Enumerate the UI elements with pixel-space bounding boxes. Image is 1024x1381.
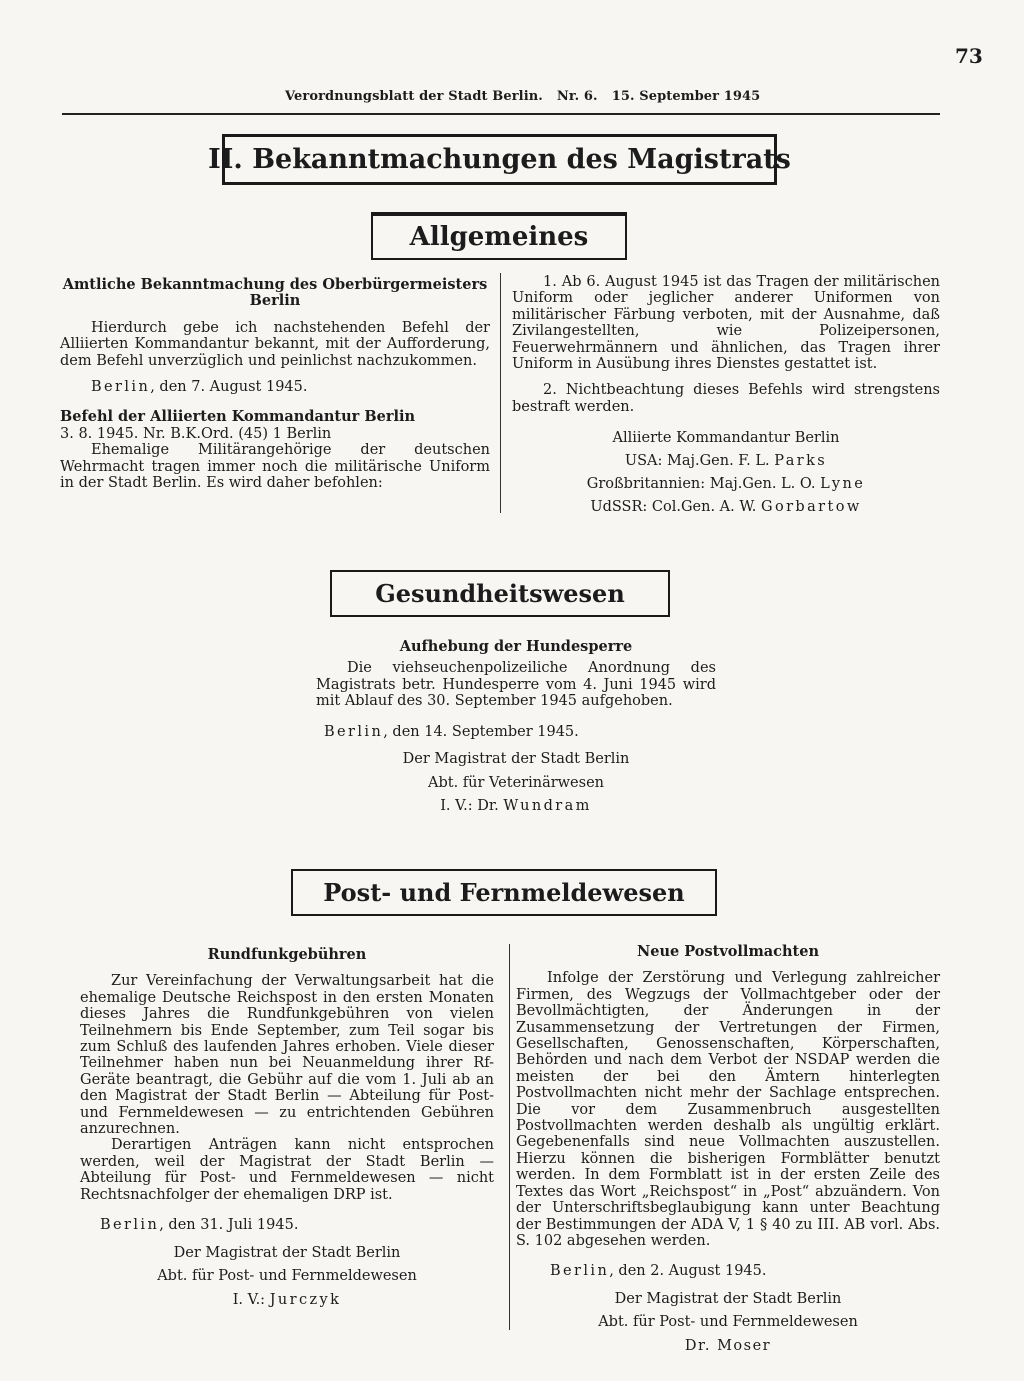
- signature-ussr-label: UdSSR: Col.Gen. A. W.: [590, 499, 761, 516]
- allgemeines-right-column: [512, 274, 940, 519]
- page-number: 73: [955, 44, 983, 68]
- sig-label: I. V.:: [232, 1291, 270, 1308]
- section-heading-allgemeines: Allgemeines: [371, 212, 627, 260]
- rundfunk-para-2: Derartigen Anträgen kann nicht entsprochen werden, weil der Magistrat der Stadt Berlin — Abteilung für Post- und Fernmeldewesen — nicht Rechtsnachfolger der ehemaligen DRP ist.: [80, 1137, 494, 1203]
- rundfunk-sig-1: Der Magistrat der Stadt Berlin: [173, 1244, 401, 1261]
- signature-gb: [512, 473, 940, 496]
- date-rest: , den 7. August 1945.: [150, 379, 308, 396]
- gesundheitswesen-block: [316, 639, 716, 819]
- running-head-issue: Nr. 6.: [556, 89, 598, 104]
- hundesperre-sig-2: Abt. für Veterinärwesen: [427, 774, 604, 791]
- postvollmachten-sig-1: Der Magistrat der Stadt Berlin: [614, 1290, 842, 1307]
- rundfunk-sig-3: [80, 1289, 494, 1313]
- postvollmachten-sig-2: Abt. für Post- und Fernmeldewesen: [598, 1314, 858, 1331]
- announcement-title: Amtliche Bekanntmachung des Oberbürgermeisters: [62, 276, 488, 293]
- allgemeines-left-column: [60, 277, 490, 491]
- header-rule: [62, 113, 940, 115]
- hundesperre-title: Aufhebung der Hundesperre: [399, 638, 633, 655]
- signature-ussr-name: Gorbartow: [760, 499, 862, 516]
- signature-usa-label: USA: Maj.Gen. F. L.: [624, 453, 775, 470]
- announcement-text: Hierdurch gebe ich nachstehenden Befehl der Alliierten Kommandantur bekannt, mit der Aufforderung, dem Befehl unverzüglich und peinlichst nachzukommen.: [60, 319, 490, 369]
- rundfunk-date: [80, 1217, 494, 1233]
- order-point-1: 1. Ab 6. August 1945 ist das Tragen der militärischen Uniform oder jeglicher anderer Uniformen von militärischer Färbung verboten, mit der Ausnahme, daß Zivilangestellten, wie Polizeipersonen, Feuerwehrmännern und ähnlichen, das Tragen ihrer Uniform in Ausübung ihres Dienstes gestattet ist.: [512, 274, 940, 373]
- order-point-2: 2. Nichtbeachtung dieses Befehls wird strengstens bestraft werden.: [512, 382, 940, 415]
- date-rest: , den 14. September 1945.: [383, 723, 579, 740]
- order-reference: 3. 8. 1945. Nr. B.K.Ord. (45) 1 Berlin: [60, 425, 332, 442]
- hundesperre-sig-1: Der Magistrat der Stadt Berlin: [402, 751, 630, 768]
- running-head-publication: Verordnungsblatt der Stadt Berlin.: [285, 89, 543, 104]
- postvollmachten-title: Neue Postvollmachten: [636, 943, 820, 960]
- signature-org: Alliierte Kommandantur Berlin: [612, 430, 840, 447]
- postvollmachten-sig-3: Dr. Moser: [684, 1337, 772, 1354]
- running-head: [285, 89, 774, 104]
- announcement-title-line2: Berlin: [249, 292, 301, 310]
- signature-gb-name: Lyne: [820, 476, 866, 493]
- signature-gb-label: Großbritannien: Maj.Gen. L. O.: [586, 476, 821, 493]
- signature-usa: [512, 450, 940, 473]
- postvollmachten-date: [516, 1263, 940, 1279]
- signature-ussr: [512, 496, 940, 519]
- signature-usa-name: Parks: [774, 453, 828, 470]
- date-place: Berlin: [100, 1217, 160, 1234]
- section-heading-post: Post- und Fernmeldewesen: [291, 869, 717, 916]
- announcement-date: [60, 379, 490, 395]
- date-place: Berlin: [324, 723, 384, 740]
- date-place: Berlin: [91, 379, 151, 396]
- hundesperre-sig-3: [316, 795, 716, 819]
- sig-name: Jurczyk: [269, 1291, 342, 1308]
- sig-name: Wundram: [503, 798, 592, 815]
- sig-label: I. V.: Dr.: [440, 798, 504, 815]
- section-heading-gesundheitswesen: Gesundheitswesen: [330, 570, 670, 617]
- hundesperre-date: [316, 724, 716, 740]
- running-head-date: 15. September 1945: [611, 89, 761, 104]
- post-left-column: [80, 947, 494, 1312]
- rundfunk-title: Rundfunkgebühren: [207, 946, 367, 963]
- rundfunk-para-1: Zur Vereinfachung der Verwaltungsarbeit hat die ehemalige Deutsche Reichspost in den ersten Monaten dieses Jahres die Rundfunkgebühren von vielen Teilnehmern bis Ende September, zum Teil sogar bis zum Schluß des laufenden Jahres erhoben. Viele dieser Teilnehmer haben nun bei Neuanmeldung ihrer Rf-Geräte beantragt, die Gebühr auf die vom 1. Juli ab an den Magistrat der Stadt Berlin — Abteilung für Post- und Fernmeldewesen — zu entrichtenden Gebühren anzurechnen.: [80, 973, 494, 1138]
- date-rest: , den 31. Juli 1945.: [159, 1217, 299, 1234]
- column-divider: [500, 273, 501, 513]
- post-right-column: [516, 944, 940, 1358]
- date-rest: , den 2. August 1945.: [609, 1263, 767, 1280]
- date-place: Berlin: [550, 1263, 610, 1280]
- order-title: Befehl der Alliierten Kommandantur Berlin: [60, 408, 416, 426]
- main-heading: II. Bekanntmachungen des Magistrats: [222, 134, 777, 185]
- hundesperre-text: Die viehseuchenpolizeiliche Anordnung des Magistrats betr. Hundesperre vom 4. Juni 1945 wird mit Ablauf des 30. September 1945 aufgehoben.: [316, 660, 716, 710]
- rundfunk-sig-2: Abt. für Post- und Fernmeldewesen: [157, 1268, 417, 1284]
- postvollmachten-para: Infolge der Zerstörung und Verlegung zahlreicher Firmen, des Wegzugs der Vollmachtgeber oder der Bevollmächtigten, der Änderungen in der Zusammensetzung der Vertretungen der Firmen, Gesellschaften, Genossenschaften, Körperschaften, Behörden und nach dem Verbot der NSDAP werden die meisten der bei den Ämtern hinterlegten Postvollmachten nicht mehr der Sachlage entsprechen. Die vor dem Zusammenbruch ausgestellten Postvollmachten werden deshalb als ungültig erklärt. Gegebenenfalls sind neue Vollmachten auszustellen. Hierzu können die bisherigen Formblätter benutzt werden. In dem Formblatt ist in der ersten Zeile des Textes das Wort „Reichspost“ in „Post“ abzuändern. Von der Unterschriftsbeglaubigung kann unter Beachtung der Bestimmungen der ADA V, 1 § 40 zu III. AB vorl. Abs. S. 102 abgesehen werden.: [516, 970, 940, 1249]
- order-text: Ehemalige Militärangehörige der deutschen Wehrmacht tragen immer noch die militärische Uniform in der Stadt Berlin. Es wird daher befohlen:: [60, 442, 490, 492]
- column-divider: [509, 944, 510, 1330]
